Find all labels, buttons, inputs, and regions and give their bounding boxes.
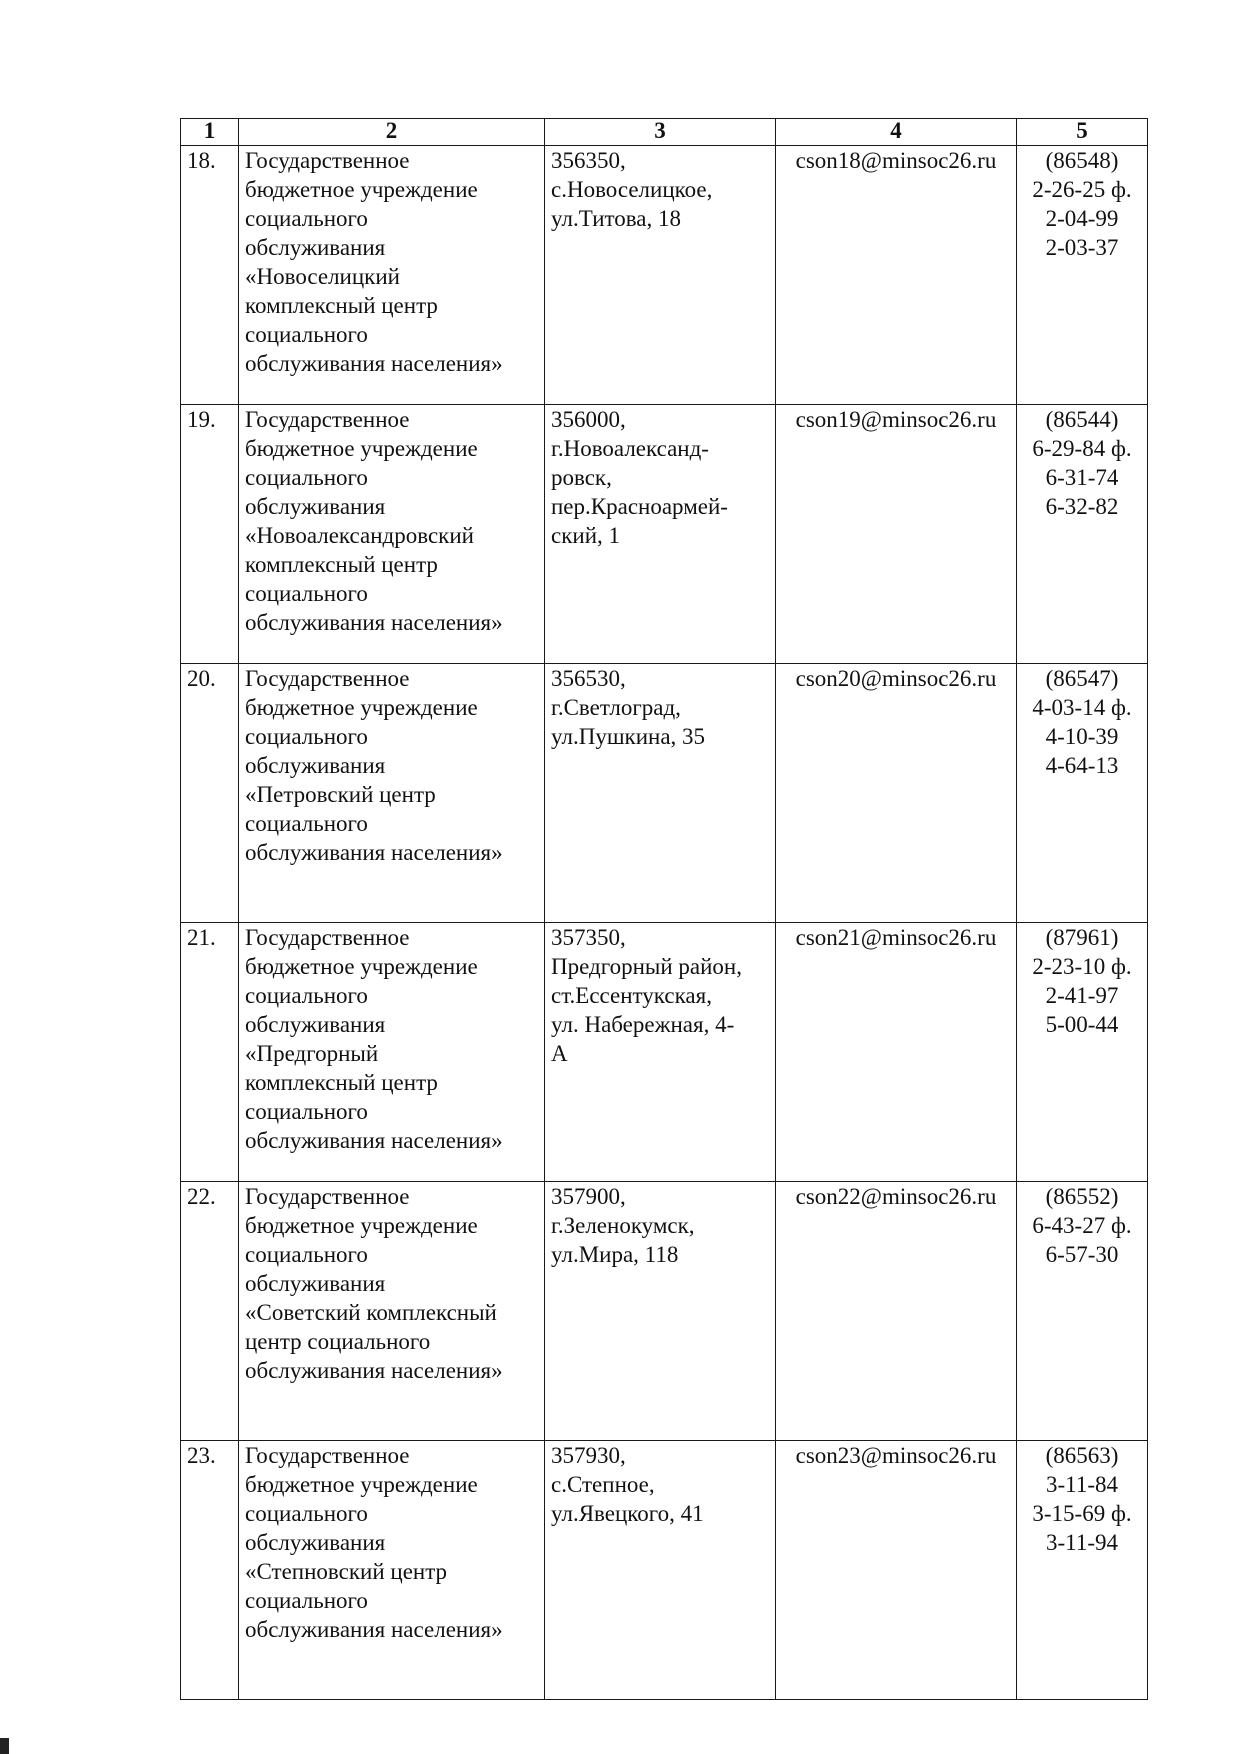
phone-number: 5-00-44 — [1045, 1012, 1119, 1037]
organization-name-line: комплексный центр — [245, 552, 438, 577]
table-row — [181, 1441, 1148, 1700]
header-row — [181, 119, 1148, 146]
organization-name-line: социального — [245, 465, 368, 490]
column-header-5: 5 — [1017, 119, 1148, 146]
organization-name — [239, 405, 545, 664]
phone-number: (87961) — [1045, 925, 1119, 950]
organization-name-line: «Новоселицкий — [245, 264, 400, 289]
phone-number: 3-11-94 — [1046, 1530, 1118, 1555]
organization-name-line: Государственное — [245, 925, 410, 950]
row-number: 23. — [181, 1441, 239, 1700]
address — [545, 664, 776, 923]
organization-name-line: обслуживания населения» — [245, 840, 503, 865]
organization-name-line: социального — [245, 581, 368, 606]
address-text: 356000, г.Новоалександ- ровск, пер.Красноармей- ский, 1 — [551, 407, 728, 548]
organization-name-line: социального — [245, 983, 368, 1008]
column-header-4: 4 — [776, 119, 1017, 146]
phone-numbers — [1017, 923, 1148, 1182]
organization-name — [239, 1182, 545, 1441]
address-text: 357350, Предгорный район, ст.Ессентукская, ул. Набережная, 4- А — [551, 925, 742, 1066]
phone-number: 3-11-84 — [1046, 1472, 1118, 1497]
organization-name-line: социального — [245, 1588, 368, 1613]
organization-name-line: комплексный центр — [245, 293, 438, 318]
email-address: cson23@minsoc26.ru — [776, 1441, 1017, 1700]
phone-number: 2-04-99 — [1045, 206, 1119, 231]
phone-numbers — [1017, 146, 1148, 405]
address — [545, 923, 776, 1182]
organization-name-line: Государственное — [245, 407, 410, 432]
organization-name-line: социального — [245, 811, 368, 836]
address — [545, 1441, 776, 1700]
address — [545, 405, 776, 664]
organization-name-line: центр социального — [245, 1329, 431, 1354]
phone-number: (86544) — [1045, 407, 1119, 432]
scan-edge-mark — [0, 1738, 9, 1754]
organization-name — [239, 1441, 545, 1700]
organization-name-line: бюджетное учреждение — [245, 436, 478, 461]
phone-number: 6-43-27 ф. — [1032, 1213, 1132, 1238]
organization-name-line: социального — [245, 724, 368, 749]
column-header-1: 1 — [181, 119, 239, 146]
organization-name-line: обслуживания населения» — [245, 1617, 503, 1642]
organization-name-line: социального — [245, 1242, 368, 1267]
email-address: cson22@minsoc26.ru — [776, 1182, 1017, 1441]
organization-name-line: обслуживания населения» — [245, 610, 503, 635]
organization-name-line: «Новоалександровский — [245, 523, 474, 548]
phone-number: 2-23-10 ф. — [1032, 954, 1132, 979]
organization-name-line: обслуживания — [245, 494, 386, 519]
organization-name-line: бюджетное учреждение — [245, 1213, 478, 1238]
organization-name-line: обслуживания — [245, 1530, 386, 1555]
organization-name-line: «Предгорный — [245, 1041, 379, 1066]
organization-name-line: обслуживания — [245, 235, 386, 260]
phone-number: 6-32-82 — [1045, 494, 1119, 519]
phone-number: 3-15-69 ф. — [1032, 1501, 1132, 1526]
column-header-3: 3 — [545, 119, 776, 146]
organization-name-line: «Степновский центр — [245, 1559, 448, 1584]
phone-numbers — [1017, 1441, 1148, 1700]
email-address: cson19@minsoc26.ru — [776, 405, 1017, 664]
address-text: 357930, с.Степное, ул.Явецкого, 41 — [551, 1443, 704, 1526]
phone-number: 6-57-30 — [1045, 1242, 1119, 1267]
address-text: 356350, с.Новоселицкое, ул.Титова, 18 — [551, 148, 713, 231]
organization-name-line: социального — [245, 206, 368, 231]
organization-name-line: бюджетное учреждение — [245, 1472, 478, 1497]
organization-name-line: «Петровский центр — [245, 782, 436, 807]
organization-name-line: комплексный центр — [245, 1070, 438, 1095]
organization-name-line: Государственное — [245, 1443, 410, 1468]
table-row — [181, 405, 1148, 664]
table-row — [181, 146, 1148, 405]
row-number: 18. — [181, 146, 239, 405]
organization-name-line: Государственное — [245, 666, 410, 691]
phone-numbers — [1017, 1182, 1148, 1441]
row-number: 19. — [181, 405, 239, 664]
address-text: 357900, г.Зеленокумск, ул.Мира, 118 — [551, 1184, 695, 1267]
organization-name-line: социального — [245, 322, 368, 347]
phone-number: 4-10-39 — [1045, 724, 1119, 749]
organization-name-line: социального — [245, 1099, 368, 1124]
row-number: 21. — [181, 923, 239, 1182]
phone-number: (86547) — [1045, 666, 1119, 691]
column-header-2: 2 — [239, 119, 545, 146]
phone-number: (86548) — [1045, 148, 1119, 173]
phone-number: 2-41-97 — [1045, 983, 1119, 1008]
organization-name-line: бюджетное учреждение — [245, 695, 478, 720]
organization-name — [239, 664, 545, 923]
organization-name-line: обслуживания — [245, 753, 386, 778]
phone-number: 4-03-14 ф. — [1032, 695, 1132, 720]
table-row — [181, 664, 1148, 923]
organization-name-line: «Советский комплексный — [245, 1300, 497, 1325]
row-number: 20. — [181, 664, 239, 923]
phone-number: 4-64-13 — [1045, 753, 1119, 778]
table-row — [181, 923, 1148, 1182]
email-address: cson21@minsoc26.ru — [776, 923, 1017, 1182]
organization-name-line: обслуживания населения» — [245, 1128, 503, 1153]
email-address: cson18@minsoc26.ru — [776, 146, 1017, 405]
phone-number: 2-26-25 ф. — [1032, 177, 1132, 202]
phone-numbers — [1017, 664, 1148, 923]
organization-name-line: Государственное — [245, 1184, 410, 1209]
address — [545, 1182, 776, 1441]
organization-name-line: бюджетное учреждение — [245, 177, 478, 202]
address-text: 356530, г.Светлоград, ул.Пушкина, 35 — [551, 666, 706, 749]
address — [545, 146, 776, 405]
phone-number: (86563) — [1045, 1443, 1119, 1468]
organization-name-line: бюджетное учреждение — [245, 954, 478, 979]
organization-name-line: обслуживания населения» — [245, 1358, 503, 1383]
table-row — [181, 1182, 1148, 1441]
organization-name-line: обслуживания — [245, 1012, 386, 1037]
organization-name-line: Государственное — [245, 148, 410, 173]
organization-name-line: обслуживания населения» — [245, 351, 503, 376]
institutions-table — [180, 118, 1148, 1700]
organization-name — [239, 146, 545, 405]
phone-number: 6-31-74 — [1045, 465, 1119, 490]
phone-number: (86552) — [1045, 1184, 1119, 1209]
phone-number: 6-29-84 ф. — [1032, 436, 1132, 461]
email-address: cson20@minsoc26.ru — [776, 664, 1017, 923]
organization-name-line: обслуживания — [245, 1271, 386, 1296]
phone-numbers — [1017, 405, 1148, 664]
row-number: 22. — [181, 1182, 239, 1441]
phone-number: 2-03-37 — [1045, 235, 1119, 260]
organization-name — [239, 923, 545, 1182]
organization-name-line: социального — [245, 1501, 368, 1526]
